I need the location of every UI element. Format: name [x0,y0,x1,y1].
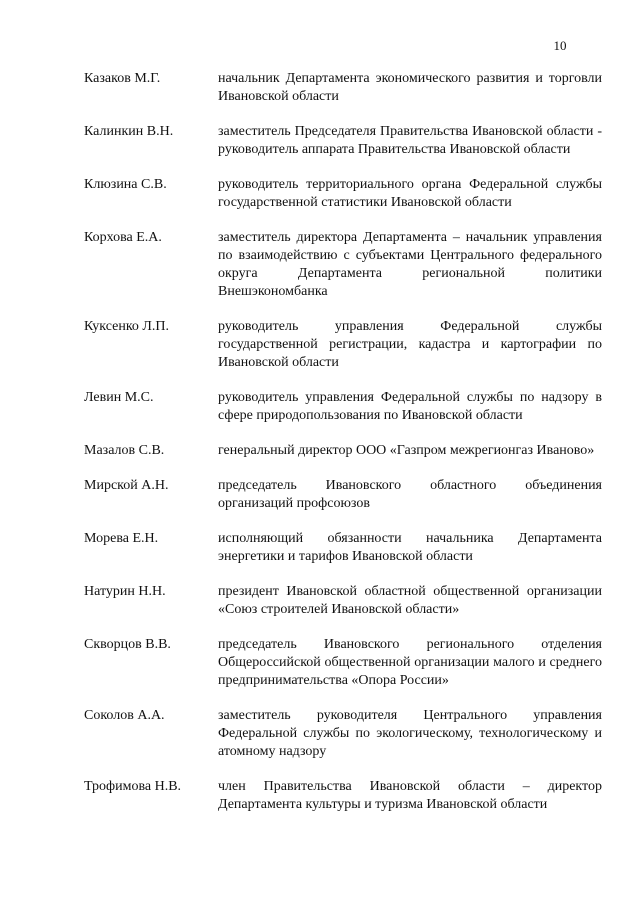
list-item [84,176,602,212]
member-position: руководитель управления Федеральной службы государственной регистрации, кадастра и картографии по Ивановской области [218,319,602,370]
member-position: исполняющий обязанности начальника Департамента энергетики и тарифов Ивановской области [218,531,602,564]
member-position: генеральный директор ООО «Газпром межрегионгаз Иваново» [218,443,595,458]
member-name: Куксенко Л.П. [84,319,170,334]
list-item [84,70,602,106]
member-position: заместитель Председателя Правительства Ивановской области - руководитель аппарата Правительства Ивановской области [218,124,602,157]
member-name: Трофимова Н.В. [84,779,182,794]
list-item [84,389,602,425]
member-name: Казаков М.Г. [84,71,161,86]
member-position: руководитель территориального органа Федеральной службы государственной статистики Ивановской области [218,177,602,210]
member-name: Калинкин В.Н. [84,124,174,139]
member-position: член Правительства Ивановской области – директор Департамента культуры и туризма Ивановской области [218,779,602,812]
member-position: председатель Ивановского регионального отделения Общероссийской общественной организации малого и среднего предпринимательства «Опора России» [218,637,602,688]
member-name: Морева Е.Н. [84,531,159,546]
member-position: президент Ивановской областной общественной организации «Союз строителей Ивановской области» [218,584,602,617]
member-list [84,70,602,814]
member-position: заместитель директора Департамента – начальник управления по взаимодействию с субъектами Центрального федерального округа Департамента региональной политики Внешэкономбанка [218,230,602,299]
list-item [84,318,602,372]
list-item [84,636,602,690]
page-number: 10 [553,38,567,53]
list-item [84,583,602,619]
member-position: начальник Департамента экономического развития и торговли Ивановской области [218,71,602,104]
list-item [84,530,602,566]
member-name: Мазалов С.В. [84,443,165,458]
list-item [84,778,602,814]
member-position: заместитель руководителя Центрального управления Федеральной службы по экологическому, технологическому и атомному надзору [218,708,602,759]
list-item [84,442,602,460]
list-item [84,229,602,301]
member-name: Корхова Е.А. [84,230,162,245]
member-position: руководитель управления Федеральной службы по надзору в сфере природопользования по Ивановской области [218,390,602,423]
member-name: Натурин Н.Н. [84,584,166,599]
member-name: Мирской А.Н. [84,478,169,493]
member-name: Скворцов В.В. [84,637,171,652]
list-item [84,477,602,513]
member-name: Левин М.С. [84,390,154,405]
member-name: Клюзина С.В. [84,177,167,192]
list-item [84,123,602,159]
member-position: председатель Ивановского областного объединения организаций профсоюзов [218,478,602,511]
member-name: Соколов А.А. [84,708,165,723]
list-item [84,707,602,761]
